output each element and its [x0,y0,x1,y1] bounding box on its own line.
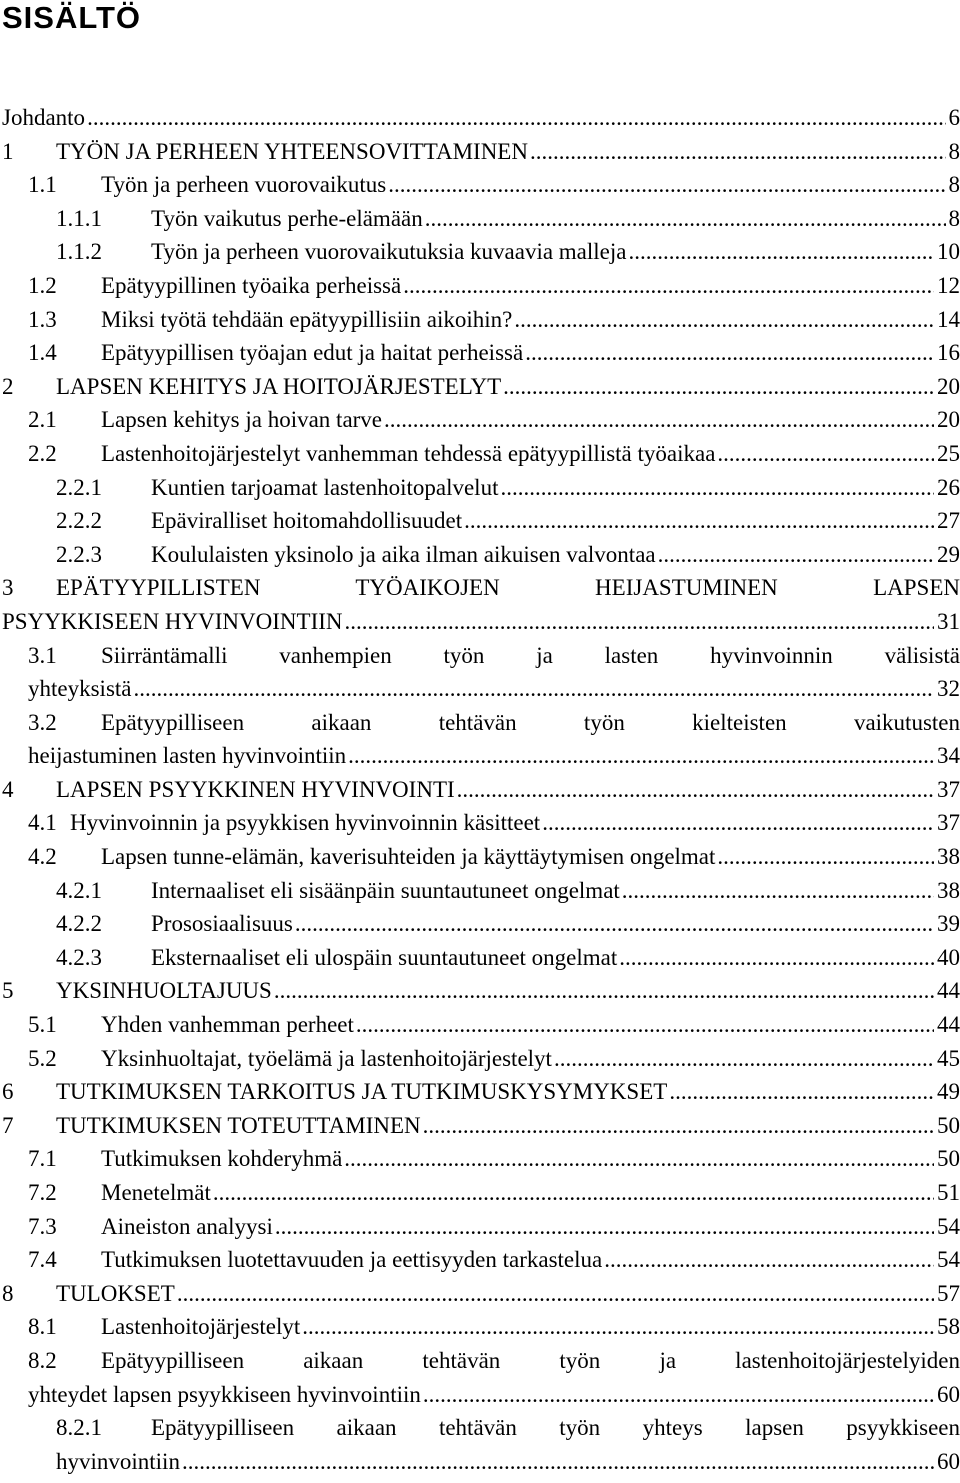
toc-entry-title: Eksternaaliset eli ulospäin suuntautuneet ongelmat [151,941,619,975]
toc-entry-number: 1.2 [28,272,57,298]
toc-entry-number: 2.2.2 [56,508,102,534]
dot-leader [604,1243,934,1277]
toc-entry-page: 31 [934,605,960,639]
toc-entry[interactable] [0,1109,960,1143]
toc-entry[interactable] [0,706,960,740]
toc-entry-title: TULOKSET [56,1277,177,1311]
toc-entry-number: 2.2.1 [56,474,102,500]
dot-leader [275,1210,934,1244]
dot-leader [425,202,946,236]
dot-leader [669,1075,934,1109]
toc-entry-title: LAPSEN PSYYKKINEN HYVINVOINTI [56,773,457,807]
dot-leader [345,605,935,639]
dot-leader [658,538,934,572]
toc-entry[interactable] [0,168,960,202]
dot-leader [274,974,934,1008]
toc-entry-number: 8.2.1 [56,1415,102,1441]
dot-leader [525,336,934,370]
toc-entry-title: Epätyypillisen työajan edut ja haitat perheissä [101,336,525,370]
dot-leader [628,235,934,269]
dot-leader [348,739,934,773]
toc-entry-number: 5.1 [28,1012,57,1038]
toc-entry[interactable] [0,941,960,975]
toc-entry-page: 8 [946,168,960,202]
toc-entry[interactable] [0,101,960,135]
toc-entry-title-continuation: heijastuminen lasten hyvinvointiin [28,739,348,773]
toc-entry-title: Työn vaikutus perhe-elämään [151,202,425,236]
toc-entry-page: 45 [934,1042,960,1076]
dot-leader [134,672,935,706]
toc-entry[interactable] [0,370,960,404]
dot-leader [717,437,934,471]
toc-entry-title: Koululaisten yksinolo ja aika ilman aikuisen valvontaa [151,538,658,572]
toc-entry-number: 1.3 [28,306,57,332]
toc-entry-page: 27 [934,504,960,538]
dot-leader [542,806,934,840]
toc-entry[interactable] [0,235,960,269]
toc-entry[interactable] [0,639,960,673]
toc-entry-page: 16 [934,336,960,370]
toc-entry[interactable] [0,907,960,941]
toc-entry-number: 2.2 [28,440,57,466]
toc-entry-number: 5.2 [28,1045,57,1071]
toc-entry-number: 6 [2,1079,14,1105]
toc-entry[interactable] [0,471,960,505]
dot-leader [182,1445,934,1479]
toc-entry-page: 37 [934,806,960,840]
toc-entry-continuation[interactable] [0,672,960,706]
toc-entry-page: 54 [934,1210,960,1244]
toc-entry-number: 3.1 [28,642,57,668]
dot-leader [302,1310,934,1344]
toc-entry-continuation[interactable] [0,605,960,639]
toc-entry[interactable] [0,504,960,538]
toc-entry-page: 29 [934,538,960,572]
toc-entry-page: 38 [934,874,960,908]
toc-entry-title: LAPSEN KEHITYS JA HOITOJÄRJESTELYT [56,370,503,404]
toc-entry-title: YKSINHUOLTAJUUS [56,974,274,1008]
toc-entry-title: Epäviralliset hoitomahdollisuudet [151,504,464,538]
toc-entry-number: 2.2.3 [56,541,102,567]
toc-entry-page: 37 [934,773,960,807]
toc-entry-title: Epätyypilliseen aikaan tehtävän työn yhteys lapsen psyykkiseen [151,1415,960,1441]
toc-entry-number: 8 [2,1280,14,1306]
toc-entry-number: 2 [2,373,14,399]
toc-entry-page: 57 [934,1277,960,1311]
toc-entry-page: 10 [934,235,960,269]
dot-leader [464,504,934,538]
toc-entry-page: 26 [934,471,960,505]
toc-entry-title-continuation: PSYYKKISEEN HYVINVOINTIIN [2,605,345,639]
toc-entry[interactable] [0,1411,960,1445]
toc-entry-number: 4.2 [28,844,57,870]
toc-entry-title-continuation: yhteydet lapsen psyykkiseen hyvinvointiin [28,1378,423,1412]
toc-entry-title: Lastenhoitojärjestelyt vanhemman tehdessä epätyypillistä työaikaa [101,437,717,471]
toc-entry-page: 60 [934,1378,960,1412]
toc-entry-page: 25 [934,437,960,471]
toc-entry-title: Hyvinvoinnin ja psyykkisen hyvinvoinnin käsitteet [70,806,542,840]
toc-entry[interactable] [0,1075,960,1109]
toc-entry-title: Tutkimuksen luotettavuuden ja eettisyyden tarkastelua [101,1243,604,1277]
toc-entry[interactable] [0,806,960,840]
toc-entry-title: Prososiaalisuus [151,907,295,941]
toc-entry[interactable] [0,840,960,874]
toc-entry-title: Aineiston analyysi [101,1210,275,1244]
toc-entry-page: 32 [934,672,960,706]
toc-entry-number: 1.4 [28,340,57,366]
toc-entry-title: Epätyypillinen työaika perheissä [101,269,403,303]
toc-entry-number: 7.3 [28,1213,57,1239]
toc-entry-page: 20 [934,403,960,437]
dot-leader [356,1008,934,1042]
toc-entry-page: 49 [934,1075,960,1109]
toc-entry-page: 44 [934,1008,960,1042]
toc-entry-title: Miksi työtä tehdään epätyypillisiin aikoihin? [101,303,514,337]
toc-entry[interactable] [0,538,960,572]
toc-entry-page: 40 [934,941,960,975]
toc-entry-title: Internaaliset eli sisäänpäin suuntautuneet ongelmat [151,874,622,908]
dot-leader [619,941,934,975]
toc-entry-title: EPÄTYYPILLISTEN TYÖAIKOJEN HEIJASTUMINEN LAPSEN [56,575,960,601]
toc-entry-page: 34 [934,739,960,773]
toc-entry-number: 8.1 [28,1314,57,1340]
toc-entry-number: 7.4 [28,1247,57,1273]
dot-leader [423,1378,934,1412]
toc-entry[interactable] [0,974,960,1008]
dot-leader [717,840,934,874]
dot-leader [622,874,934,908]
dot-leader [403,269,934,303]
toc-entry-number: 3 [2,575,14,601]
toc-entry-continuation[interactable] [0,1445,960,1479]
toc-entry[interactable] [0,202,960,236]
dot-leader [213,1176,934,1210]
toc-entry-title: Johdanto [2,101,87,135]
toc-entry[interactable] [0,437,960,471]
toc-entry-title: Kuntien tarjoamat lastenhoitopalvelut [151,471,500,505]
toc-entry-page: 20 [934,370,960,404]
toc-entry-number: 3.2 [28,709,57,735]
toc-entry[interactable] [0,403,960,437]
toc-entry[interactable] [0,1210,960,1244]
dot-leader [514,303,934,337]
dot-leader [87,101,945,135]
toc-entry-number: 1.1 [28,172,57,198]
toc-entry-number: 1.1.2 [56,239,102,265]
dot-leader [500,471,934,505]
toc-entry-number: 2.1 [28,407,57,433]
toc-entry-page: 12 [934,269,960,303]
toc-entry-title-continuation: hyvinvointiin [56,1445,182,1479]
toc-entry[interactable] [0,1243,960,1277]
toc-entry[interactable] [0,1344,960,1378]
toc-entry-number: 5 [2,978,14,1004]
toc-entry[interactable] [0,1310,960,1344]
toc-entry-title: Siirräntämalli vanhempien työn ja lasten hyvinvoinnin välisistä [101,642,960,668]
toc-entry-continuation[interactable] [0,1378,960,1412]
toc-entry-title-continuation: yhteyksistä [28,672,134,706]
toc-entry-page: 58 [934,1310,960,1344]
table-of-contents [0,101,960,1478]
toc-entry-number: 7.1 [28,1146,57,1172]
toc-entry-title: TUTKIMUKSEN TARKOITUS JA TUTKIMUSKYSYMYKSET [56,1075,669,1109]
toc-entry[interactable] [0,336,960,370]
toc-entry[interactable] [0,571,960,605]
dot-leader [554,1042,934,1076]
toc-entry-number: 8.2 [28,1347,57,1373]
toc-entry-page: 50 [934,1109,960,1143]
dot-leader [457,773,934,807]
toc-entry-title: Työn ja perheen vuorovaikutus [101,168,388,202]
toc-entry-number: 4 [2,776,14,802]
toc-entry-title: Lapsen tunne-elämän, kaverisuhteiden ja käyttäytymisen ongelmat [101,840,717,874]
toc-entry[interactable] [0,269,960,303]
dot-leader [503,370,934,404]
toc-entry-page: 6 [946,101,960,135]
toc-entry[interactable] [0,1142,960,1176]
toc-entry-number: 4.2.3 [56,944,102,970]
toc-entry[interactable] [0,135,960,169]
toc-entry-title: Yhden vanhemman perheet [101,1008,356,1042]
dot-leader [530,135,946,169]
toc-entry-page: 60 [934,1445,960,1479]
toc-entry-page: 51 [934,1176,960,1210]
toc-entry-page: 44 [934,974,960,1008]
dot-leader [388,168,945,202]
toc-entry-number: 1.1.1 [56,205,102,231]
toc-entry[interactable] [0,1176,960,1210]
toc-entry-page: 54 [934,1243,960,1277]
toc-entry-page: 39 [934,907,960,941]
toc-entry-page: 8 [946,202,960,236]
toc-entry[interactable] [0,874,960,908]
toc-entry-title: Työn ja perheen vuorovaikutuksia kuvaavia malleja [151,235,628,269]
dot-leader [384,403,934,437]
toc-entry-title: Epätyypilliseen aikaan tehtävän työn kielteisten vaikutusten [101,709,960,735]
toc-entry-title: Menetelmät [101,1176,213,1210]
toc-entry-number: 4.1 [28,810,57,836]
toc-entry-page: 50 [934,1142,960,1176]
toc-entry-page: 38 [934,840,960,874]
toc-entry-title: Lapsen kehitys ja hoivan tarve [101,403,384,437]
toc-entry-page: 8 [946,135,960,169]
page-title: SISÄLTÖ [2,0,142,35]
dot-leader [177,1277,934,1311]
dot-leader [423,1109,934,1143]
toc-entry-number: 4.2.2 [56,911,102,937]
dot-leader [295,907,934,941]
toc-entry-title: Tutkimuksen kohderyhmä [101,1142,344,1176]
toc-entry[interactable] [0,773,960,807]
toc-entry[interactable] [0,1042,960,1076]
toc-entry-page: 14 [934,303,960,337]
toc-entry-title: Lastenhoitojärjestelyt [101,1310,302,1344]
toc-entry-number: 1 [2,138,14,164]
toc-entry-number: 7.2 [28,1180,57,1205]
dot-leader [344,1142,934,1176]
toc-entry-continuation[interactable] [0,739,960,773]
toc-entry-title: TUTKIMUKSEN TOTEUTTAMINEN [56,1109,423,1143]
toc-entry-number: 7 [2,1112,14,1138]
toc-entry[interactable] [0,1008,960,1042]
toc-entry-title: TYÖN JA PERHEEN YHTEENSOVITTAMINEN [56,135,530,169]
toc-entry-title: Yksinhuoltajat, työelämä ja lastenhoitojärjestelyt [101,1042,554,1076]
toc-entry-number: 4.2.1 [56,877,102,903]
toc-entry[interactable] [0,303,960,337]
toc-entry[interactable] [0,1277,960,1311]
toc-entry-title: Epätyypilliseen aikaan tehtävän työn ja lastenhoitojärjestelyiden [101,1347,960,1373]
